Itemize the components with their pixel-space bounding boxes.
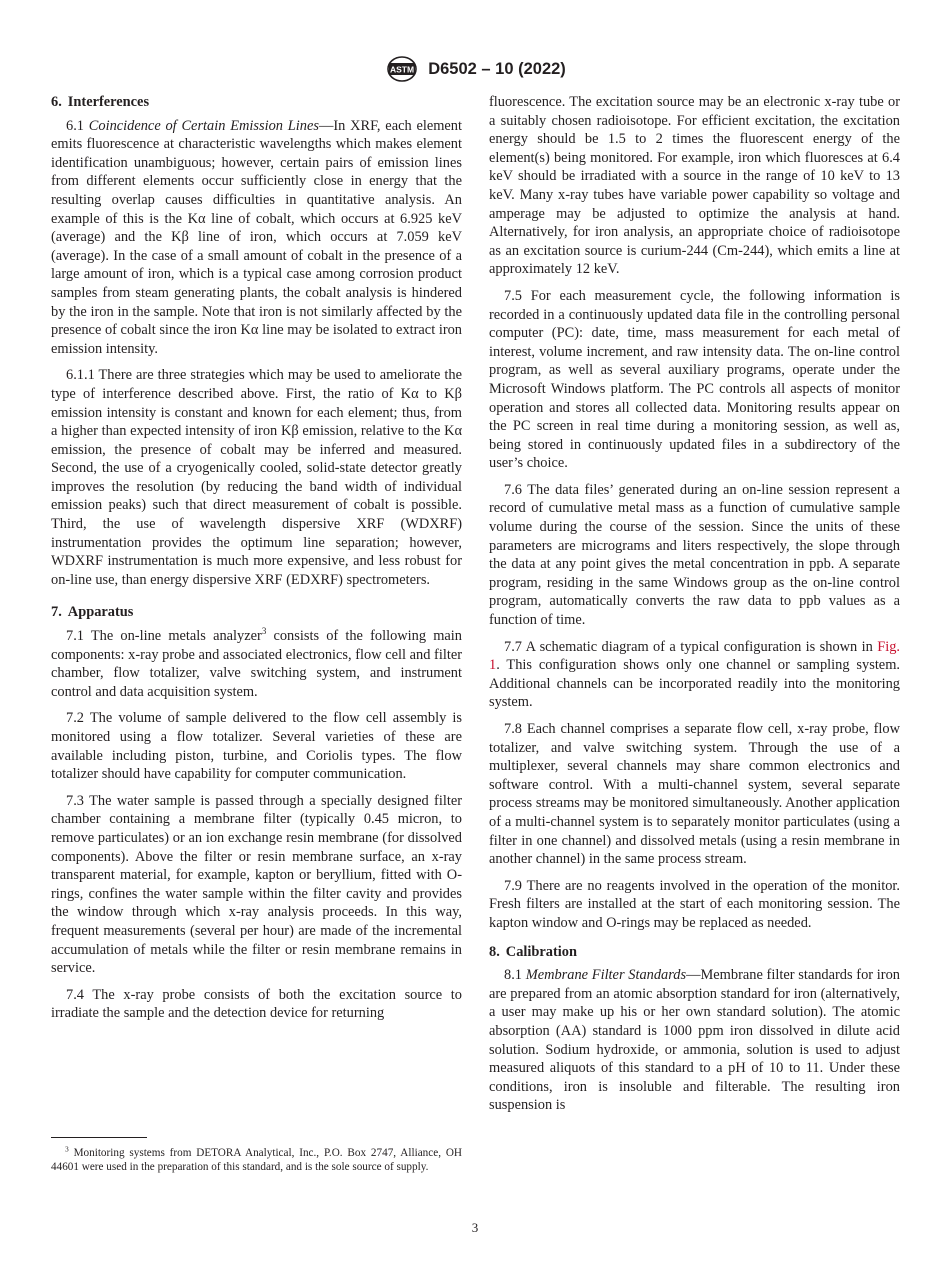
left-column: [51, 93, 462, 1031]
paragraph-6-1: 6.1 Coincidence of Certain Emission Lines—In XRF, each element emits fluorescence at characteristic wavelengths which makes element identification unambiguous; however, certain pairs of emission lines from different elements occur sufficiently close in energy that the resulting overlap causes difficulties in quantitative analysis. An example of this is the Kα line of cobalt, which occurs at 6.925 keV (average) and the Kβ line of iron, which occurs at 7.059 keV (average). In the case of a small amount of cobalt in the presence of a large amount of iron, which is a typical case among corrosion product samples from steam generating plants, the cobalt analysis is hindered by the iron in the sample. Note that iron is not similarly affected by the presence of cobalt since the iron Kα line may be isolated to extract iron emission intensity.: [51, 117, 462, 357]
paragraph-title: Coincidence of Certain Emission Lines: [88, 117, 319, 134]
astm-logo-text: ASTM: [390, 64, 415, 75]
section-title: Apparatus: [67, 604, 134, 621]
paragraph-7-7: 7.7 A schematic diagram of a typical configuration is shown in Fig. 1. This configuration shows only one channel or sampling system. Additional channels can be incorporated readily into the monitoring system.: [489, 638, 900, 711]
figure-1-link[interactable]: Fig. 1: [489, 638, 900, 674]
paragraph-7-3: 7.3 The water sample is passed through a specially designed filter chamber containing a membrane filter (typically 0.45 micron, to remove particulates) or an ion exchange resin membrane (for dissolved components). Above the filter or resin membrane surface, an x-ray transparent material, for example, kapton or beryllium, fitted with O-rings, confines the water sample within the filter cavity and provides the window through which x-ray analysis proceeds. In this way, frequent measurements (several per hour) are made of the incremental accumulation of metals while the filter or resin membrane remains in service.: [51, 792, 462, 977]
right-column: [489, 93, 900, 1123]
paragraph-7-4-continued: fluorescence. The excitation source may be an electronic x-ray tube or a suitably chosen radioisotope. For efficient excitation, the excitation energy should be 1.5 to 2 times the fluorescent energy of the element(s) being monitored. For example, iron which fluoresces at 6.4 keV should be irradiated with a source in the range of 10 keV to 13 keV. Many x-ray tubes have variable power capability so voltage and amperage may be adjusted to optimize the analysis at hand. Alternatively, for iron analysis, an appropriate choice of radioisotope as an excitation source is curium-244 (Cm-244), which emits a line at approximately 12 keV.: [489, 94, 900, 278]
document-designation: D6502 – 10 (2022): [428, 59, 566, 78]
footnote: [51, 1146, 462, 1175]
paragraph-8-1: 8.1 Membrane Filter Standards—Membrane filter standards for iron are prepared from an atomic absorption standard for iron (alternatively, a user may make up his or her own standard solution). The atomic absorption (AA) standard is 1000 ppm iron dissolved in dilute acid solution. Sodium hydroxide, or ammonia, solution is used to adjust measured aliquots of this standard to a pH of 10 to 11. Under these conditions, iron is insoluble and filterable. The resulting iron suspension is: [489, 967, 900, 1114]
footnote-text: Monitoring systems from DETORA Analytical, Inc., P.O. Box 2747, Alliance, OH 44601 were used in the preparation of this standard, and is the sole source of supply.: [51, 1147, 462, 1174]
section-number: 6.: [51, 94, 62, 110]
paragraph-7-2: 7.2 The volume of sample delivered to the flow cell assembly is monitored using a flow totalizer. Several varieties of these are available including piston, turbine, and Coriolis types. The flow totalizer should have capability for computer communication.: [51, 710, 462, 783]
footnote-reference: 3: [261, 626, 267, 637]
paragraph-7-4: 7.4 The x-ray probe consists of both the excitation source to irradiate the sample and the detection device for returning: [51, 986, 462, 1022]
section-title: Interferences: [67, 94, 150, 110]
section-6-heading: [51, 93, 462, 112]
paragraph-title: Membrane Filter Standards: [525, 967, 687, 984]
astm-logo: [384, 56, 420, 82]
section-7-heading: [51, 603, 462, 622]
section-number: 8.: [489, 943, 500, 960]
section-number: 7.: [51, 604, 62, 621]
paragraph-7-1: 7.1 The on-line metals analyzer$^3$ consists of the following main components: x-ray probe and associated electronics, flow cell and filter chamber, flow totalizer, valve switching system, and instrument control and data acquisition system.: [51, 626, 462, 700]
paragraph-7-5: 7.5 For each measurement cycle, the following information is recorded in a continuously updated data file in the controlling personal computer (PC): date, time, mass measurement for each metal of interest, volume increment, and raw intensity data. The on-line control program, as well as several auxiliary programs, operate under the Microsoft Windows platform. The PC controls all aspects of monitor operation and stores all collected data. Monitoring results appear on the PC screen in real time during a monitoring session, as well as, being stored in continuously updated files in a subdirectory of the user’s choice.: [489, 287, 900, 472]
page-header: [0, 56, 950, 82]
footnote-divider: [51, 1137, 147, 1138]
paragraph-7-6: 7.6 The data files’ generated during an on-line session represent a record of cumulative metal mass as a function of cumulative sample volume during the course of the session. Since the units of these parameters are micrograms and liters respectively, the slope through the data at any point gives the metal concentration in ppb. A separate program, residing in the same Windows group as the on-line control program, automatically converts the raw data to ppb values as a function of time.: [489, 481, 900, 629]
section-8-heading: [489, 943, 900, 962]
paragraph-6-1-1: 6.1.1 There are three strategies which may be used to ameliorate the type of interference described above. First, the ratio of Kα to Kβ emission intensity is constant and known for each element; thus, from a higher than expected intensity of iron Kβ emission, relative to the Kα emission, the presence of cobalt may be inferred and measured. Second, the use of a cryogenically cooled, solid-state detector greatly improves the resolution (by reducing the band width of individual emission peaks) such that direct measurement of cobalt is possible. Third, the use of wavelength dispersive XRF (WDXRF) instrumentation provides the optimum line separation; however, WDXRF instrumentation is much more expensive, and less robust for on-line use, than energy dispersive XRF (EDXRF) spectrometers.: [51, 367, 462, 588]
paragraph-7-8: 7.8 Each channel comprises a separate flow cell, x-ray probe, flow totalizer, and valve switching system. Through the use of a multiplexer, several channels may share common electronics and software control. With a multi-channel system, several separate process streams may be monitored simultaneously. Another application of a multi-channel system is to separately monitor particulates (using a filter in one channel) and dissolved metals (using a resin membrane in another channel) in the same process stream.: [489, 721, 900, 868]
page-number: 3: [471, 1220, 479, 1235]
paragraph-7-9: 7.9 There are no reagents involved in the operation of the monitor. Fresh filters are installed at the start of each monitoring session. The kapton window and O-rings may be replaced as needed.: [489, 877, 900, 931]
footnote-marker: 3: [65, 1144, 69, 1154]
section-title: Calibration: [505, 943, 577, 960]
